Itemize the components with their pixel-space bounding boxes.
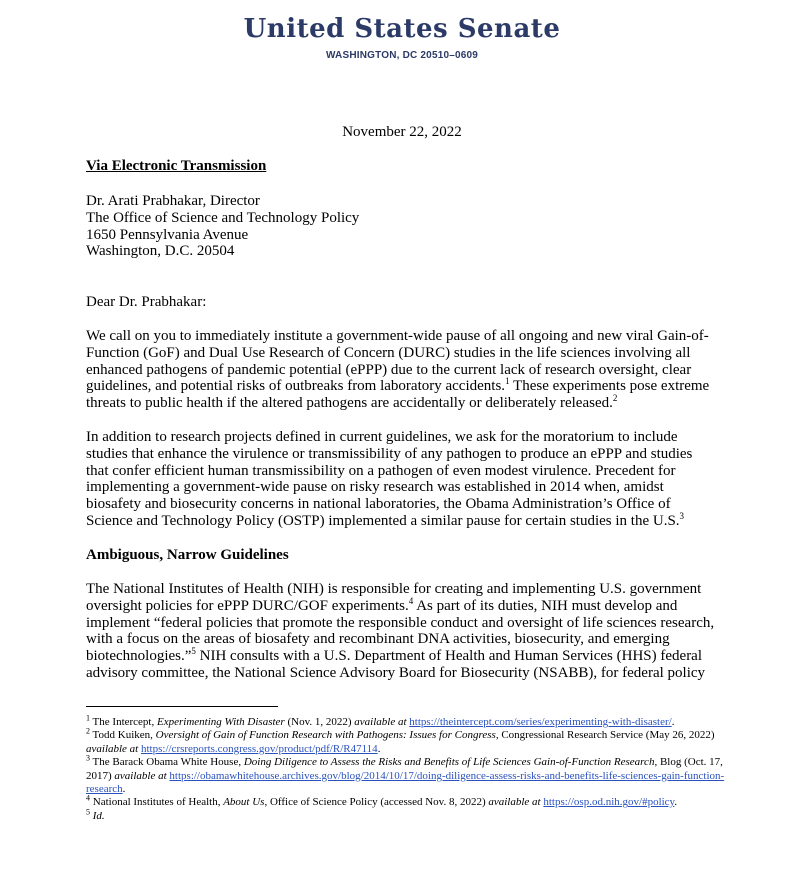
footnote-number: 2 xyxy=(86,726,90,736)
paragraph-1 xyxy=(86,328,716,412)
paragraph-text: In addition to research projects defined in current guidelines, we ask for the moratorium to include studies that enhance the virulence or transmissibility of any pathogen to produce an ePPP and studies that confer efficient human transmissibility on a pathogen of even modest virulence. Precedent for implementing a government-wide pause on risky research was established in 2014 when, amidst biosafety and biosecurity concerns in national laboratories, the Obama Administration’s Office of Science and Technology Policy (OSTP) implemented a similar pause for certain studies in the U.S. xyxy=(86,429,693,529)
footnote-number: 5 xyxy=(86,807,90,817)
footnote-text: . xyxy=(671,716,675,728)
footnote-text: (Nov. 1, 2022) xyxy=(284,716,355,728)
footnote-number: 3 xyxy=(86,753,90,763)
footnote-text: The Intercept, xyxy=(90,716,157,728)
paragraph-3 xyxy=(86,581,716,682)
footnote-title: Id. xyxy=(92,809,105,822)
paragraph-text: NIH consults with a U.S. Department of Health and Human Services (HHS) federal advisory committee, the National Science Advisory Board for Biosecurity (NSABB), for federal policy xyxy=(86,648,706,681)
footnote-ref[interactable]: 5 xyxy=(191,646,196,657)
footnote-text: The Barack Obama White House, xyxy=(90,756,244,769)
salutation: Dear Dr. Prabhakar: xyxy=(86,294,207,310)
footnote-text: . xyxy=(674,796,678,809)
footnote-available: available at xyxy=(488,796,541,809)
footnotes xyxy=(86,713,726,823)
footnote-available: available at xyxy=(354,716,407,728)
footnote-text: . xyxy=(377,742,381,755)
paragraph-text: We call on you to immediately institute a government-wide pause of all ongoing and new viral Gain-of-Function (GoF) and Dual Use Research of Concern (DURC) studies in the life sciences involving all enhanced pathogens of pandemic potential (ePPP) due to the current lack of research oversight, clear guidelines, and potential risks of outbreaks from laboratory accidents. xyxy=(86,328,709,395)
footnote-text: National Institutes of Health, xyxy=(90,796,224,809)
footnote-available: available at xyxy=(114,769,167,782)
paragraph-text: These experiments pose extreme threats to public health if the altered pathogens are accidentally or deliberately released. xyxy=(86,378,710,412)
footnote-text: Todd Kuiken, xyxy=(90,729,156,742)
footnote-title: Oversight of Gain of Function Research with Pathogens: Issues for Congress xyxy=(155,729,496,742)
recipient-line: Dr. Arati Prabhakar, Director xyxy=(86,193,260,209)
footnote xyxy=(86,726,726,756)
senate-address: WASHINGTON, DC 20510–0609 xyxy=(325,50,479,61)
recipient-line: 1650 Pennsylvania Avenue xyxy=(86,226,249,243)
footnote xyxy=(86,807,726,823)
letter-date: November 22, 2022 xyxy=(342,124,462,140)
footnote-available: available at xyxy=(86,742,139,755)
footnote-link[interactable]: https://obamawhitehouse.archives.gov/blog/2014/10/17/doing-diligence-assess-risks-and-benefits-life-sciences-gain-function-research xyxy=(86,769,725,796)
footnote xyxy=(86,753,726,796)
footnote-title: Doing Diligence to Assess the Risks and Benefits of Life Sciences Gain-of-Function Research xyxy=(243,756,655,769)
recipient-address xyxy=(86,193,716,260)
paragraph-text: As part of its duties, NIH must develop and implement “federal policies that promote the responsible conduct and oversight of life sciences research, with a focus on the areas of biosafety and recombinant DNA activities, biosecurity, and emerging biotechnologies.” xyxy=(86,597,715,665)
footnote-ref[interactable]: 1 xyxy=(505,376,510,387)
footnote-text: . xyxy=(122,783,126,796)
footnote-ref[interactable]: 3 xyxy=(679,510,685,521)
recipient-line: The Office of Science and Technology Policy xyxy=(86,209,360,226)
paragraph-2 xyxy=(86,429,716,530)
footnote-link[interactable]: https://crsreports.congress.gov/product/pdf/R/R47114 xyxy=(141,742,378,755)
footnote-link[interactable]: https://osp.od.nih.gov/#policy xyxy=(543,796,675,809)
transmission-line: Via Electronic Transmission xyxy=(86,158,267,174)
footnote-text: , Blog (Oct. 17, 2017) xyxy=(86,756,723,782)
footnote-number: 4 xyxy=(86,793,90,803)
recipient-line: Washington, D.C. 20504 xyxy=(86,243,235,260)
footnote-divider xyxy=(86,706,278,707)
letterhead xyxy=(0,14,804,61)
senate-title: United States Senate xyxy=(243,14,561,44)
footnote-title: Experimenting With Disaster xyxy=(157,716,285,728)
paragraph-text: The National Institutes of Health (NIH) is responsible for creating and implementing U.S. government oversight policies for ePPP DURC/GOF experiments. xyxy=(86,581,702,614)
footnote-text: , Office of Science Policy (accessed Nov. 8, 2022) xyxy=(264,796,489,809)
footnote-link[interactable]: https://theintercept.com/series/experimenting-with-disaster/ xyxy=(409,716,672,728)
footnote-text: , Congressional Research Service (May 26, 2022) xyxy=(495,729,715,742)
footnote xyxy=(86,713,726,729)
footnote-number: 1 xyxy=(86,713,90,723)
footnote-ref[interactable]: 2 xyxy=(612,393,618,404)
section-heading: Ambiguous, Narrow Guidelines xyxy=(86,547,289,563)
footnote xyxy=(86,793,726,809)
footnote-title: About Us xyxy=(223,796,265,809)
footnote-ref[interactable]: 4 xyxy=(408,595,414,606)
